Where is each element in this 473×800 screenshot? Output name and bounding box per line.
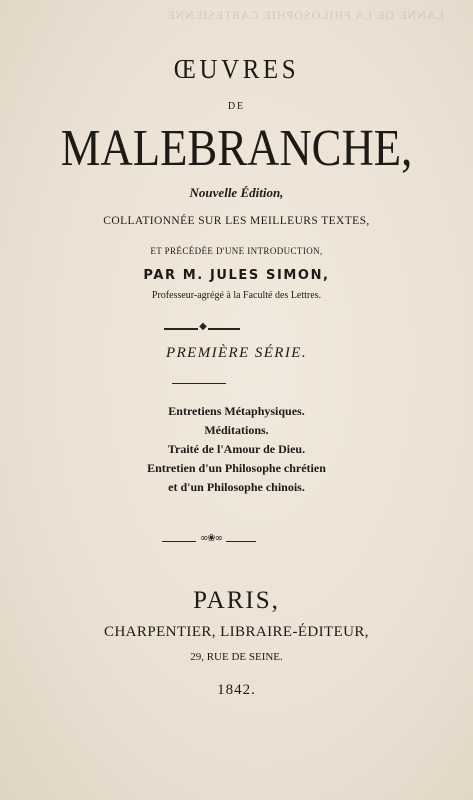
contents-item: et d'un Philosophe chinois. <box>168 480 305 494</box>
author-name: MALEBRANCHE, <box>60 120 413 177</box>
title-page: LANNE DE LA PHILOSOPHIE CARTESIENNE ŒUVRES DE MALEBRANCHE, Nouvelle Édition, COLLATIONNÉE SUR LES MEILLEURS TEXTES, ET PRÉCÉDÉE D'UNE INTRODUCTION, PAR M. JULES SIMON, Professeur-agrégé à la Faculté des Lettres. ◆ PREMIÈRE SÉRIE. Entretiens Métaphysiques. Méditations. Traité de l'Amour de Dieu. Entretien d'un Philosophe chrétien et d'un Philosophe chinois. ∞❀∞ PARIS, CHARPENTIER, LIBRAIRE-ÉDITEUR, 29, RUE DE SEINE. 1842. <box>0 0 473 800</box>
title-oeuvres: ŒUVRES <box>173 54 300 84</box>
introduction-statement: ET PRÉCÉDÉE D'UNE INTRODUCTION, <box>150 246 323 256</box>
title-de: DE <box>227 101 246 112</box>
series-heading: PREMIÈRE SÉRIE. <box>166 345 307 361</box>
imprint-year: 1842. <box>217 682 256 698</box>
collation-statement: COLLATIONNÉE SUR LES MEILLEURS TEXTES, <box>103 215 370 227</box>
contents-item: Entretien d'un Philosophe chrétien <box>147 461 326 475</box>
editor-title: Professeur-agrégé à la Faculté des Lettres. <box>151 290 322 301</box>
editor-name: PAR M. JULES SIMON, <box>143 268 330 283</box>
imprint-publisher: CHARPENTIER, LIBRAIRE-ÉDITEUR, <box>104 624 369 640</box>
imprint-city: PARIS, <box>193 587 280 614</box>
contents-list <box>0 402 473 497</box>
contents-item: Entretiens Métaphysiques. <box>168 404 305 418</box>
show-through-header: LANNE DE LA PHILOSOPHIE CARTESIENNE <box>166 8 444 22</box>
divider-rule <box>172 383 226 384</box>
contents-item: Méditations. <box>204 423 269 437</box>
contents-item: Traité de l'Amour de Dieu. <box>167 442 306 456</box>
imprint-address: 29, RUE DE SEINE. <box>190 651 283 663</box>
edition-statement: Nouvelle Édition, <box>189 185 284 200</box>
